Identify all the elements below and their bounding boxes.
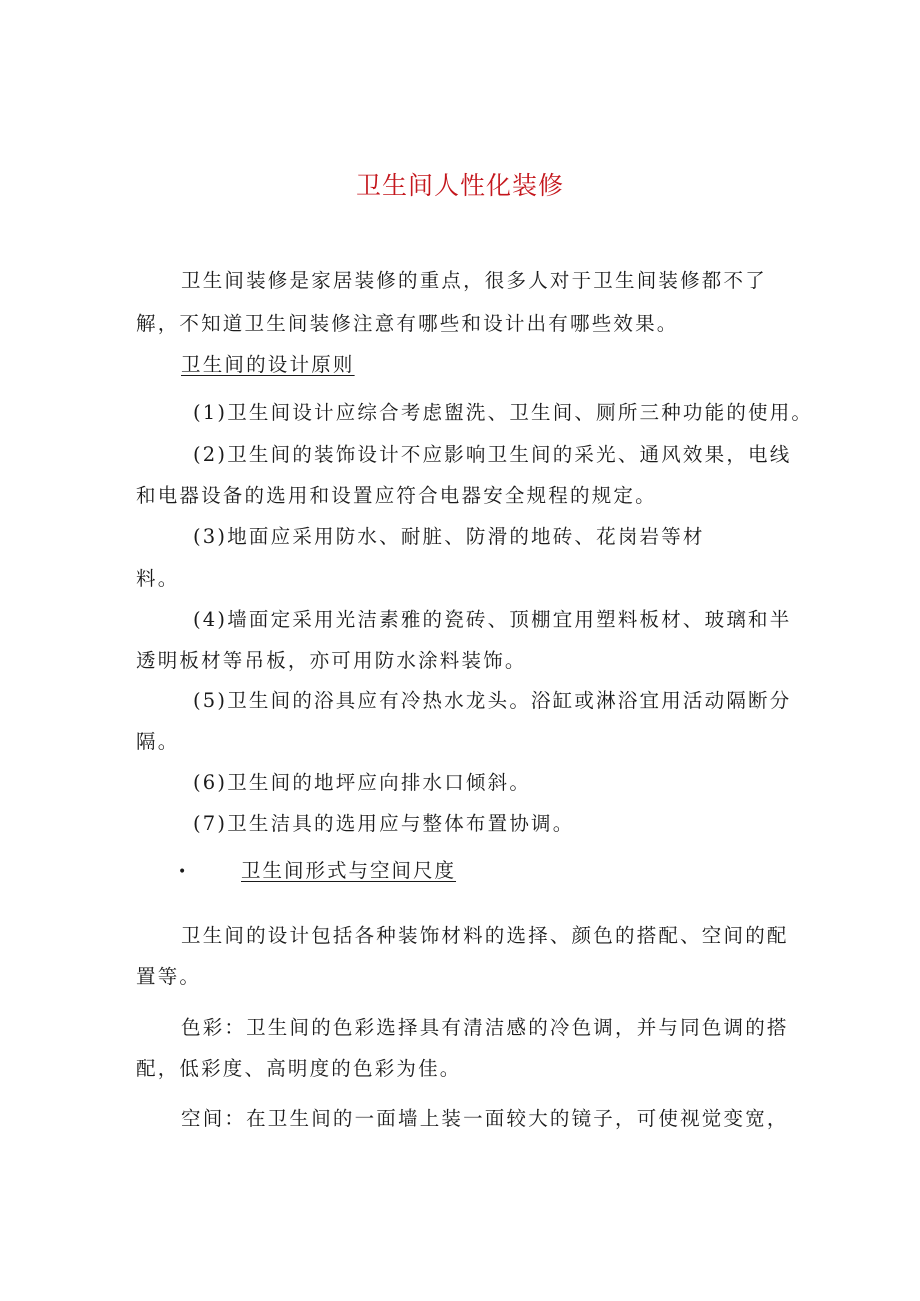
principle-item-1: (1)卫生间设计应综合考虑盥洗、卫生间、厕所三种功能的使用。 bbox=[193, 401, 814, 424]
document-title: 卫生间人性化装修 bbox=[355, 171, 564, 200]
principle-item-3-line-1: (3)地面应采用防水、耐脏、防滑的地砖、花岗岩等材 bbox=[193, 525, 705, 548]
paragraph-design-line-1: 卫生间的设计包括各种装饰材料的选择、颜色的搭配、空间的配 bbox=[181, 924, 789, 947]
principle-item-2-line-2: 和电器设备的选用和设置应符合电器安全规程的规定。 bbox=[136, 484, 657, 507]
paragraph-design-line-2: 置等。 bbox=[136, 965, 202, 988]
section-heading-form-and-space: 卫生间形式与空间尺度 bbox=[241, 859, 457, 882]
intro-line-1: 卫生间装修是家居装修的重点，很多人对于卫生间装修都不了 bbox=[181, 269, 767, 292]
section-heading-design-principles: 卫生间的设计原则 bbox=[181, 353, 355, 376]
paragraph-color-line-1: 色彩：卫生间的色彩选择具有清洁感的冷色调，并与同色调的搭 bbox=[181, 1016, 789, 1039]
intro-line-2: 解，不知道卫生间装修注意有哪些和设计出有哪些效果。 bbox=[136, 312, 679, 335]
principle-item-3-line-2: 料。 bbox=[136, 567, 180, 590]
principle-item-4-line-2: 透明板材等吊板，亦可用防水涂料装饰。 bbox=[136, 649, 527, 672]
bullet-marker: • bbox=[178, 864, 187, 880]
principle-item-5-line-2: 隔。 bbox=[136, 730, 180, 753]
principle-item-6: (6)卫生间的地坪应向排水口倾斜。 bbox=[193, 771, 532, 794]
principle-item-7: (7)卫生洁具的选用应与整体布置协调。 bbox=[193, 812, 575, 835]
principle-item-5-line-1: (5)卫生间的浴具应有冷热水龙头。浴缸或淋浴宜用活动隔断分 bbox=[193, 689, 792, 712]
principle-item-4-line-1: (4)墙面定采用光洁素雅的瓷砖、顶棚宜用塑料板材、玻璃和半 bbox=[193, 608, 792, 631]
paragraph-color-line-2: 配，低彩度、高明度的色彩为佳。 bbox=[136, 1057, 462, 1080]
principle-item-2-line-1: (2)卫生间的装饰设计不应影响卫生间的采光、通风效果，电线 bbox=[193, 443, 792, 466]
paragraph-space-line-1: 空间：在卫生间的一面墙上装一面较大的镜子，可使视觉变宽， bbox=[181, 1107, 789, 1130]
